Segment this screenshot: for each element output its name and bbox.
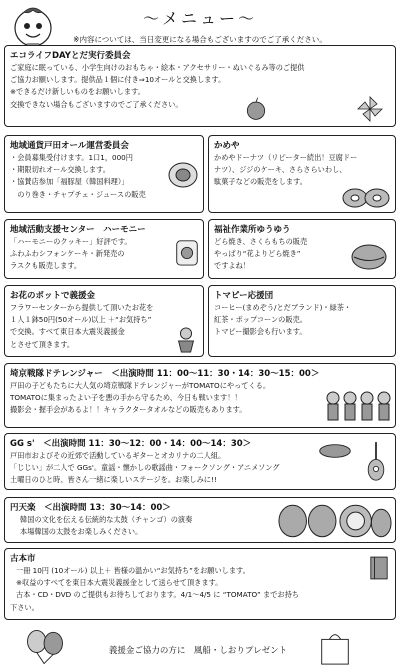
- gift-bag-icon: [316, 628, 354, 666]
- section-body: フラワーセンターから提供して頂いたお花を １人１鉢50円(50オール)以上 ＋“お気持ち” で交換。すべて東日本大震災義援金 とさせて頂きます。: [10, 303, 154, 349]
- book-icon: [369, 555, 389, 581]
- section-eco: [4, 45, 396, 127]
- section-body: 「ハーモニーのクッキー」好評です。 ふわふわシフォンケーキ・新発売の ラスクも販売します。: [10, 237, 132, 271]
- section-books: [4, 548, 396, 620]
- flower-pot-icon: [173, 326, 199, 354]
- section-doteranger: [4, 363, 396, 428]
- section-title: お花のポットで義援金: [10, 291, 96, 301]
- section-title: GG s' ＜出演時間 11：30～12：00・14：00～14：30＞: [10, 439, 252, 449]
- section-title: 地域通貨戸田オール運営委員会: [10, 141, 129, 151]
- section-body: ・会員募集受付けます。1口1，000円 ・期限切れオール交換します。 ・協賛店参加「福豚屋（韓国料理）」 のり巻き・チャプチェ・ジュースの販売: [10, 153, 146, 199]
- section-title: 古本市: [10, 554, 36, 564]
- section-title: 埼京戦隊ドテレンジャー ＜出演時間 11：00～11：30・14：30～15：00＞: [10, 369, 320, 379]
- section-ggs: [4, 433, 396, 490]
- section-title: 福祉作業所ゆうゆう: [214, 225, 291, 235]
- section-title: 円天楽 ＜出演時間 13：30～14：00＞: [10, 503, 171, 513]
- section-kameya: [208, 135, 396, 213]
- section-body: どら焼き、さくらもちの販売 やっぱり“花よりどら焼き” ですよね！: [214, 237, 308, 271]
- guitar-icon: [363, 438, 389, 486]
- page-title: ～メニュー～: [142, 9, 257, 28]
- section-title: エコライフDAYとだ実行委員会: [10, 51, 131, 61]
- section-body: 戸田の子どもたちに大人気の埼京戦隊ドテレンジャーがTOMATOにやってくる。 TOMATOに集まったよい子を悪の手から守るため、今日も戦います！！ 撮影会・握手会があるよ！！キャラクタータオルなどの販売もあります。: [10, 381, 271, 415]
- section-body: かめやドーナツ（リピーター続出！豆腐ドー ナツ）、ジジのケーキ、さらさらいわし、 駄菓子などの販売をします。: [214, 153, 358, 187]
- cookie-bag-icon: [173, 234, 201, 270]
- section-body: 戸田市およびその近郊で活動しているギターとオカリナの二人組。 「じじい」が二人で GGs'。童謡・懐かしの歌謡曲・フォークソング・アニメソング 土曜日のひと時、皆さん一緒に楽しいステージを。お楽しみに!!: [10, 451, 280, 485]
- drums-icon: [275, 501, 393, 541]
- section-flower: [4, 285, 204, 357]
- section-body: コーヒー(まめぞう/とだブランド)・緑茶・ 紅茶・ポップコーンの販売。 トマピー撮影会も行います。: [214, 303, 352, 337]
- section-harmony: [4, 219, 204, 279]
- dorayaki-icon: [349, 242, 389, 272]
- footer-text: 義援金ご協力の方に 風船・しおりプレゼント: [108, 646, 288, 656]
- section-toda-all: [4, 135, 204, 213]
- donut-icon: [341, 186, 391, 210]
- pinwheel-icon: [355, 94, 385, 124]
- ocarina-icon: [317, 442, 353, 460]
- section-body: 韓国の文化を伝える伝統的な太鼓（チャンゴ）の演奏 本場韓国の太鼓をお楽しみください。: [20, 515, 193, 537]
- balloons-icon: [22, 628, 68, 666]
- section-title: トマピー応援団: [214, 291, 274, 301]
- section-body: ご家庭に眠っている、小学生向けのおもちゃ・絵本・アクセサリー・ぬいぐるみ等のご提供 ご協力お願いします。提供品１個に付き⇒10オールと交換します。 ※できるだけ新しいものをお願いします。 交換できない場合もございますのでご了承ください。: [10, 63, 305, 109]
- section-yuyu: [208, 219, 396, 279]
- toy-apple-icon: [243, 96, 269, 122]
- sushi-roll-icon: [165, 160, 201, 190]
- section-title: 地域活動支援センター ハーモニー: [10, 225, 146, 235]
- section-title: かめや: [214, 141, 240, 151]
- section-body: 一冊 10円 (10オール) 以上＋ 皆様の温かい“お気持ち”をお願いします。 ※収益のすべてを東日本大震災義援金として送らせて頂きます。 古本・CD・DVD のご提供もお待ちしております。4/1～4/5 に “TOMATO” までお持ち 下さい。: [10, 566, 299, 612]
- heroes-group-icon: [323, 390, 393, 424]
- section-entenraku: [4, 497, 396, 543]
- section-tomapy: [208, 285, 396, 357]
- page-note: ※内容については、当日変更になる場合もございますのでご了承ください。: [73, 35, 327, 44]
